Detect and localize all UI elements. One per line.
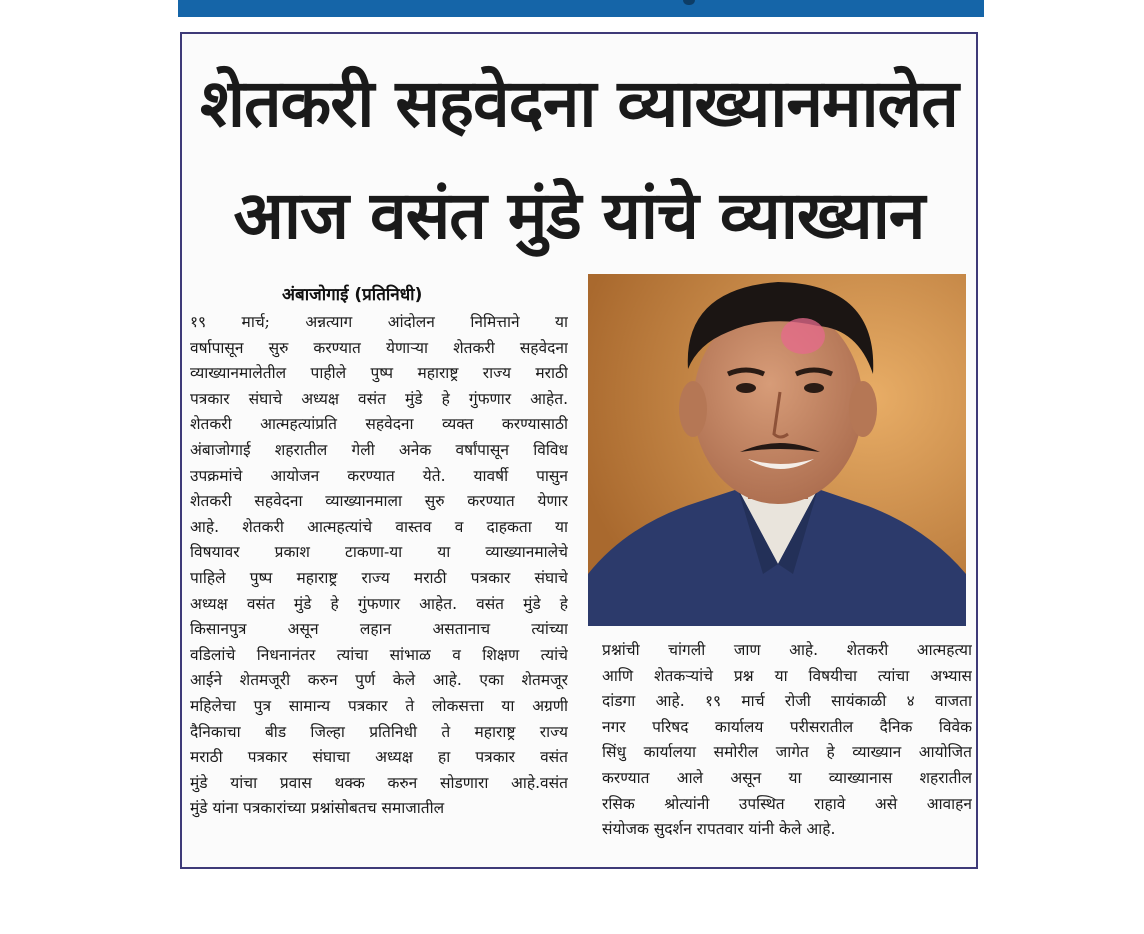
- left-column-line: व्याख्यानमालेतील पाहीले पुष्प महाराष्ट्र राज्य मराठी: [190, 364, 568, 383]
- right-column: [602, 638, 972, 843]
- left-column-line: मराठी पत्रकार संघाचा अध्यक्ष हा पत्रकार वसंत: [190, 748, 568, 767]
- headline-line-1: शेतकरी सहवेदना व्याख्यानमालेत: [200, 65, 958, 142]
- left-column-line: वर्षापासून सुरु करण्यात येणाऱ्या शेतकरी सहवेदना: [190, 338, 568, 357]
- right-column-line: सिंधु कार्यालया समोरील जागेत हे व्याख्यान आयोजित: [602, 743, 972, 762]
- top-banner-bar: [178, 0, 984, 17]
- headline-line-2: आज वसंत मुंडे यांचे व्याख्यान: [233, 177, 925, 254]
- right-column-line: आणि शेतकऱ्यांचे प्रश्न या विषयीचा त्यांचा अभ्यास: [602, 666, 972, 685]
- left-column-line: उपक्रमांचे आयोजन करण्यात येते. यावर्षी पासुन: [190, 466, 568, 485]
- newspaper-clipping: [180, 32, 978, 869]
- right-column-line: प्रश्नांची चांगली जाण आहे. शेतकरी आत्महत्या: [602, 641, 972, 659]
- left-column-line: मुंडे यांना पत्रकारांच्या प्रश्नांसोबतच समाजातील: [190, 799, 445, 818]
- right-column-line: रसिक श्रोत्यांनी उपस्थित राहावे असे आवाहन: [602, 794, 972, 813]
- top-banner-mark: [683, 0, 695, 5]
- portrait-photo: [588, 274, 966, 626]
- left-column-line: पाहिले पुष्प महाराष्ट्र राज्य मराठी पत्रकार संघाचे: [190, 568, 568, 587]
- right-column-line: दांडगा आहे. १९ मार्च रोजी सायंकाळी ४ वाजता: [602, 692, 972, 711]
- right-column-line: करण्यात आले असून या व्याख्यानास शहरातील: [602, 768, 972, 787]
- left-column-line: शेतकरी सहवेदना व्याख्यानमाला सुरु करण्यात येणार: [190, 492, 568, 511]
- left-column: [190, 310, 568, 822]
- left-column-line: विषयावर प्रकाश टाकणा-या या व्याख्यानमालेचे: [190, 543, 568, 562]
- right-column-line: संयोजक सुदर्शन रापतवार यांनी केले आहे.: [602, 820, 836, 839]
- left-column-line: १९ मार्च; अन्नत्याग आंदोलन निमित्ताने या: [190, 313, 568, 331]
- portrait-illustration: [588, 274, 966, 626]
- byline: अंबाजोगाई (प्रतिनिधी): [282, 285, 423, 305]
- left-column-line: महिलेचा पुत्र सामान्य पत्रकार ते लोकसत्ता या अग्रणी: [190, 696, 568, 715]
- left-column-line: आहे. शेतकरी आत्महत्यांचे वास्तव व दाहकता या: [190, 517, 568, 536]
- left-column-line: अंबाजोगाई शहरातील गेली अनेक वर्षांपासून विविध: [190, 440, 568, 459]
- left-column-line: शेतकरी आत्महत्यांप्रति सहवेदना व्यक्त करण्यासाठी: [190, 415, 568, 434]
- left-column-line: आईने शेतमजूरी करुन पुर्ण केले आहे. एका शेतमजूर: [190, 671, 568, 690]
- left-column-line: मुंडे यांचा प्रवास थक्क करुन सोडणारा आहे.वसंत: [190, 773, 568, 792]
- left-column-line: दैनिकाचा बीड जिल्हा प्रतिनिधी ते महाराष्ट्र राज्य: [190, 722, 568, 741]
- right-column-line: नगर परिषद कार्यालय परीसरातील दैनिक विवेक: [602, 717, 972, 736]
- left-column-line: अध्यक्ष वसंत मुंडे हे गुंफणार आहेत. वसंत मुंडे हे: [190, 594, 568, 613]
- left-column-line: किसानपुत्र असून लहान असतानाच त्यांच्या: [190, 620, 568, 639]
- left-column-line: पत्रकार संघाचे अध्यक्ष वसंत मुंडे हे गुंफणार आहेत.: [190, 389, 568, 408]
- left-column-line: वडिलांचे निधनानंतर त्यांचा सांभाळ व शिक्षण त्यांचे: [190, 645, 568, 664]
